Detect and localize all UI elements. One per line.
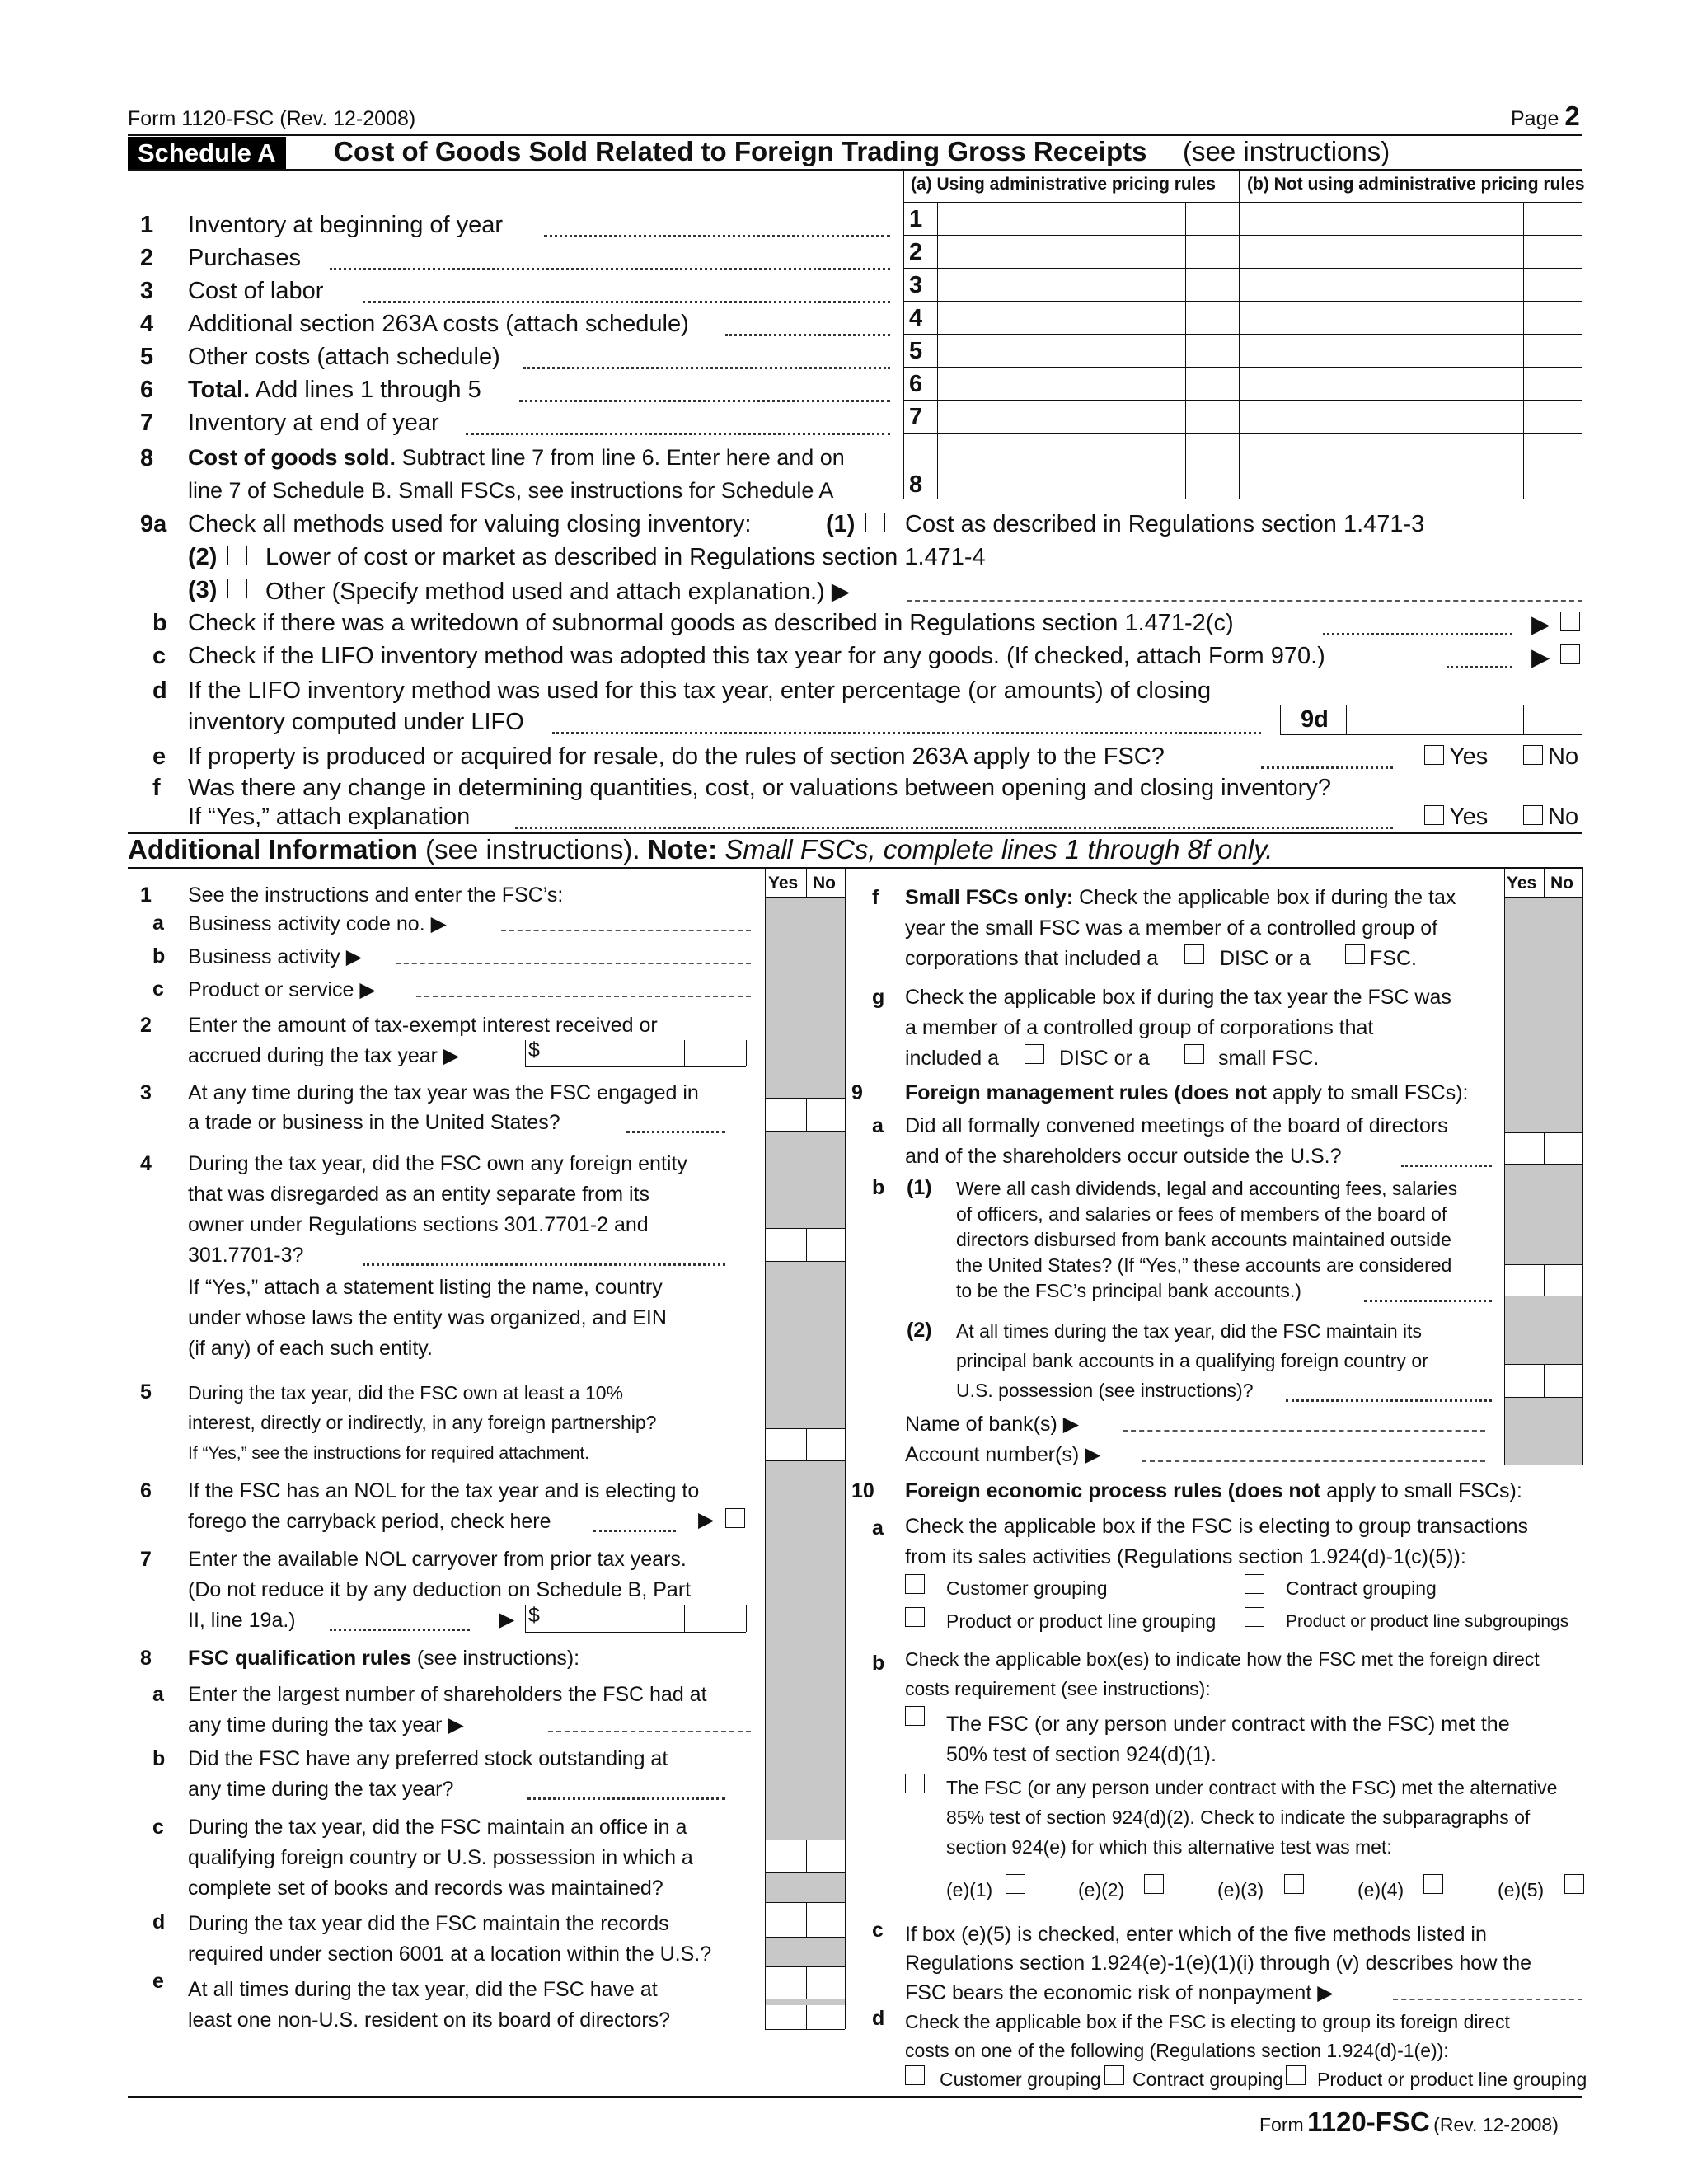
ai-line-10-text: Foreign economic process rules (does not apply to small FSCs): [905, 1479, 1522, 1502]
85-percent-test-checkbox[interactable] [905, 1774, 925, 1793]
ai-line-8f-text: Small FSCs only: Check the applicable box if during the tax [905, 886, 1456, 909]
box-7-num: 7 [909, 404, 923, 430]
contract-grouping-checkbox[interactable] [1245, 1574, 1264, 1594]
ai-line-8f-text-3: corporations that included a [905, 947, 1159, 970]
box-3-num: 3 [909, 272, 923, 298]
account-number-label: Account number(s) ▶ [905, 1443, 1101, 1466]
small-fsc-label: small FSC. [1218, 1047, 1320, 1070]
ai-line-7-num: 7 [140, 1548, 152, 1571]
ai-line-8e-text: At all times during the tax year, did the FSC have at [188, 1978, 658, 2001]
lifo-percentage-input[interactable] [1280, 734, 1582, 735]
ai-line-4-text-7: (if any) of each such entity. [188, 1337, 433, 1360]
line-4-num: 4 [140, 311, 154, 337]
line-9a-1-label: (1) [826, 511, 856, 537]
line-9d-text: If the LIFO inventory method was used for this tax year, enter percentage (or amounts) of closing [188, 677, 1212, 704]
ai-line-8a-text-2: any time during the tax year ▶ [188, 1713, 464, 1736]
schedule-a-title-note: (see instructions) [1183, 136, 1390, 166]
line-9a-2-label: (2) [188, 544, 218, 570]
ai-line-7-text-3: II, line 19a.) [188, 1609, 296, 1632]
263a-yes-checkbox[interactable] [1424, 745, 1444, 765]
50-percent-test-text-2: 50% test of section 924(d)(1). [946, 1743, 1217, 1766]
line-9a-label: Check all methods used for valuing closing inventory: [188, 511, 752, 537]
line-9e-text: If property is produced or acquired for resale, do the rules of section 263A apply to the FSC? [188, 743, 1165, 770]
small-fsc-disc-checkbox[interactable] [1184, 944, 1204, 964]
line-3-num: 3 [140, 278, 154, 304]
ai-line-10b-text: Check the applicable box(es) to indicate how the FSC met the foreign direct [905, 1648, 1540, 1670]
d-contract-checkbox[interactable] [1104, 2065, 1124, 2085]
line-5-num: 5 [140, 344, 154, 370]
line-9c-num: c [152, 643, 166, 669]
ai-line-1-text: See the instructions and enter the FSC’s: [188, 883, 564, 907]
ai-line-2-num: 2 [140, 1014, 152, 1037]
line-6-num: 6 [140, 377, 154, 403]
line-9a-3-text: Other (Specify method used and attach explanation.) ▶ [265, 579, 851, 605]
writedown-checkbox[interactable] [1560, 612, 1580, 631]
line-9d-text-2: inventory computed under LIFO [188, 709, 524, 735]
ai-line-9-num: 9 [851, 1081, 863, 1104]
ai-line-10d-text: Check the applicable box if the FSC is electing to group its foreign direct [905, 2011, 1510, 2032]
line-9b-text: Check if there was a writedown of subnormal goods as described in Regulations section 1.471-2(c) [188, 610, 1234, 636]
line-9e-num: e [152, 743, 166, 770]
ai-line-8b-num: b [152, 1747, 166, 1770]
85-percent-test-text-2: 85% test of section 924(d)(2). Check to indicate the subparagraphs of [946, 1807, 1531, 1828]
small-fsc-fsc-checkbox[interactable] [1345, 944, 1365, 964]
schedule-a-badge: Schedule A [128, 137, 286, 170]
shareholders-input[interactable] [548, 1731, 751, 1732]
ai-line-10a-num: a [872, 1516, 884, 1540]
line-9a-3-label: (3) [188, 577, 218, 603]
ai-line-3-text-2: a trade or business in the United States? [188, 1111, 560, 1134]
line-8-label-2: line 7 of Schedule B. Small FSCs, see instructions for Schedule A [188, 478, 834, 503]
e1-checkbox[interactable] [1006, 1874, 1025, 1894]
box-8-num: 8 [909, 471, 923, 498]
inventory-change-no-checkbox[interactable] [1523, 805, 1543, 825]
line-3-label: Cost of labor [188, 278, 324, 304]
ai-line-4-text-5: If “Yes,” attach a statement listing the name, country [188, 1276, 663, 1299]
ai-line-7-text-2: (Do not reduce it by any deduction on Schedule B, Part [188, 1578, 692, 1601]
dollar-sign: $ [528, 1038, 540, 1062]
cost-method-checkbox[interactable] [865, 513, 885, 532]
ai-line-2-text: Enter the amount of tax-exempt interest received or [188, 1014, 658, 1037]
ai-line-8a-num: a [152, 1683, 164, 1706]
ai-line-10c-text-2: Regulations section 1.924(e)-1(e)(1)(i) through (v) describes how the [905, 1952, 1532, 1975]
ai-line-1c-num: c [152, 977, 164, 1001]
ai-line-9a-num: a [872, 1114, 884, 1137]
ai-line-9b1-text-3: directors disbursed from bank accounts maintained outside [956, 1229, 1451, 1250]
ai-line-8-num: 8 [140, 1647, 152, 1670]
ai-line-5-text-2: interest, directly or indirectly, in any foreign partnership? [188, 1412, 657, 1433]
bank-name-label: Name of bank(s) ▶ [905, 1413, 1079, 1436]
ai-line-3-num: 3 [140, 1081, 152, 1104]
ai-line-5-text: During the tax year, did the FSC own at least a 10% [188, 1382, 624, 1404]
ai-line-1c-text: Product or service ▶ [188, 978, 376, 1001]
ai-line-9b1-text-4: the United States? (If “Yes,” these accounts are considered [956, 1254, 1452, 1276]
line-2-label: Purchases [188, 245, 302, 271]
d-contract-label: Contract grouping [1132, 2069, 1283, 2090]
ai-line-6-text: If the FSC has an NOL for the tax year and is electing to [188, 1479, 700, 1502]
e4-label: (e)(4) [1357, 1879, 1404, 1900]
bank-name-input[interactable] [1123, 1430, 1485, 1432]
ai-line-8c-num: c [152, 1816, 164, 1839]
product-grouping-label: Product or product line grouping [946, 1610, 1217, 1632]
box-4-num: 4 [909, 305, 923, 331]
line-5-label: Other costs (attach schedule) [188, 344, 500, 370]
disc-label: DISC or a [1220, 947, 1311, 970]
ai-line-1b-text: Business activity ▶ [188, 945, 362, 968]
ai-line-8g-text: Check the applicable box if during the tax year the FSC was [905, 986, 1451, 1009]
other-method-checkbox[interactable] [227, 579, 247, 598]
ai-line-1a-num: a [152, 912, 164, 935]
no-label: No [1548, 743, 1579, 770]
ai-line-4-num: 4 [140, 1152, 152, 1175]
ai-line-5-num: 5 [140, 1380, 152, 1404]
d-customer-label: Customer grouping [940, 2069, 1101, 2090]
line-9a-1-text: Cost as described in Regulations section 1.471-3 [905, 511, 1425, 537]
ai-line-10a-text: Check the applicable box if the FSC is electing to group transactions [905, 1515, 1528, 1538]
ai-line-8e-text-2: least one non-U.S. resident on its board of directors? [188, 2008, 671, 2032]
customer-grouping-label: Customer grouping [946, 1577, 1108, 1599]
ai-line-10d-num: d [872, 2007, 885, 2030]
d-product-checkbox[interactable] [1286, 2065, 1306, 2085]
left-yes-header: Yes [768, 874, 799, 893]
product-grouping-checkbox[interactable] [905, 1607, 925, 1627]
line-9f-text: Was there any change in determining quantities, cost, or valuations between opening and closing inventory? [188, 775, 1331, 801]
line-9d-num: d [152, 677, 167, 704]
85-percent-test-text-3: section 924(e) for which this alternative test was met: [946, 1836, 1392, 1858]
line-6-label: Total. Add lines 1 through 5 [188, 377, 481, 403]
line-4-label: Additional section 263A costs (attach schedule) [188, 311, 689, 337]
customer-grouping-checkbox[interactable] [905, 1574, 925, 1594]
ai-line-2-text-2: accrued during the tax year ▶ [188, 1044, 460, 1067]
right-yes-header: Yes [1507, 874, 1537, 893]
ai-line-9-text: Foreign management rules (does not apply to small FSCs): [905, 1081, 1469, 1104]
e2-checkbox[interactable] [1144, 1874, 1164, 1894]
column-a-header: (a) Using administrative pricing rules [911, 175, 1216, 194]
e4-checkbox[interactable] [1423, 1874, 1443, 1894]
box-5-num: 5 [909, 338, 923, 364]
ai-line-4-text-4: 301.7701-3? [188, 1244, 304, 1267]
ai-line-6-text-2: forego the carryback period, check here [188, 1510, 551, 1533]
footer-form-label: Form 1120-FSC (Rev. 12-2008) [1259, 2107, 1559, 2137]
ai-line-8d-text: During the tax year did the FSC maintain the records [188, 1912, 669, 1935]
ai-line-8c-text-2: qualifying foreign country or U.S. possession in which a [188, 1846, 693, 1869]
dollar-sign: $ [528, 1604, 540, 1627]
ai-line-1-num: 1 [140, 883, 152, 907]
ai-line-10a-text-2: from its sales activities (Regulations section 1.924(d)-1(c)(5)): [905, 1545, 1466, 1568]
263a-no-checkbox[interactable] [1523, 745, 1543, 765]
line-8-num: 8 [140, 445, 154, 471]
d-product-label: Product or product line grouping [1317, 2069, 1587, 2090]
line-9a-2-text: Lower of cost or market as described in Regulations section 1.471-4 [265, 544, 986, 570]
ai-line-8f-num: f [872, 886, 879, 909]
form-revision: Form 1120-FSC (Rev. 12-2008) [128, 107, 416, 130]
nol-carryover-input[interactable] [525, 1632, 746, 1633]
ai-line-8c-text-3: complete set of books and records was maintained? [188, 1877, 663, 1900]
e1-label: (e)(1) [946, 1879, 993, 1900]
ai-line-4-text-3: owner under Regulations sections 301.7701-2 and [188, 1213, 649, 1236]
ai-line-9b1-text-5: to be the FSC’s principal bank accounts.) [956, 1280, 1301, 1301]
ai-line-10c-text-3: FSC bears the economic risk of nonpayment ▶ [905, 1981, 1334, 2004]
ai-line-8d-num: d [152, 1910, 166, 1933]
ai-line-5-text-3: If “Yes,” see the instructions for required attachment. [188, 1444, 590, 1463]
arrow-icon: ▶ [1531, 644, 1550, 671]
tax-exempt-interest-input[interactable] [525, 1066, 746, 1067]
ai-line-9b2-text: At all times during the tax year, did the FSC maintain its [956, 1320, 1423, 1342]
e3-label: (e)(3) [1217, 1879, 1264, 1900]
product-subgrouping-checkbox[interactable] [1245, 1607, 1264, 1627]
ai-line-10-num: 10 [851, 1479, 874, 1502]
ai-line-9b1-label: (1) [907, 1176, 932, 1199]
box-1-num: 1 [909, 206, 923, 232]
ai-line-6-num: 6 [140, 1479, 152, 1502]
yes-label: Yes [1449, 804, 1489, 830]
ai-line-9b1-text: Were all cash dividends, legal and accounting fees, salaries [956, 1178, 1458, 1199]
d-customer-checkbox[interactable] [905, 2065, 925, 2085]
ai-line-8c-text: During the tax year, did the FSC maintain an office in a [188, 1816, 687, 1839]
ai-line-8g-text-3: included a [905, 1047, 999, 1070]
arrow-icon: ▶ [698, 1508, 715, 1531]
e3-checkbox[interactable] [1284, 1874, 1304, 1894]
arrow-icon: ▶ [499, 1608, 515, 1631]
fsc-label: FSC. [1370, 947, 1417, 970]
ai-line-8b-text: Did the FSC have any preferred stock outstanding at [188, 1747, 668, 1770]
column-b-header: (b) Not using administrative pricing rules [1247, 175, 1585, 194]
line-7-num: 7 [140, 410, 154, 436]
ai-line-8g-num: g [872, 986, 885, 1009]
ai-line-9b2-text-3: U.S. possession (see instructions)? [956, 1380, 1254, 1401]
ai-line-9b1-text-2: of officers, and salaries or fees of members of the board of [956, 1203, 1447, 1225]
ai-line-10c-num: c [872, 1919, 884, 1942]
ai-line-8d-text-2: required under section 6001 at a location within the U.S.? [188, 1943, 712, 1966]
box-2-num: 2 [909, 239, 923, 265]
ai-line-4-text-6: under whose laws the entity was organized, and EIN [188, 1306, 667, 1329]
fsc-small-fsc-checkbox[interactable] [1184, 1044, 1204, 1064]
ai-line-9a-text: Did all formally convened meetings of the board of directors [905, 1114, 1448, 1137]
ai-line-8a-text: Enter the largest number of shareholders the FSC had at [188, 1683, 707, 1706]
50-percent-test-checkbox[interactable] [905, 1706, 925, 1726]
ai-line-4-text-2: that was disregarded as an entity separate from its [188, 1183, 650, 1206]
fsc-disc-checkbox[interactable] [1025, 1044, 1044, 1064]
risk-method-input[interactable] [1393, 1999, 1582, 2000]
line-9b-num: b [152, 610, 167, 636]
lower-of-cost-checkbox[interactable] [227, 546, 247, 565]
line-9a-num: 9a [140, 511, 167, 537]
line-9f-text-2: If “Yes,” attach explanation [188, 804, 471, 830]
contract-grouping-label: Contract grouping [1286, 1577, 1437, 1599]
product-service-input[interactable] [416, 996, 751, 997]
ai-line-8e-num: e [152, 1970, 164, 1993]
forego-carryback-checkbox[interactable] [725, 1508, 745, 1528]
ai-line-9b2-label: (2) [907, 1319, 932, 1342]
line-2-num: 2 [140, 245, 154, 271]
inventory-change-yes-checkbox[interactable] [1424, 805, 1444, 825]
page-indicator: Page 2 [1511, 101, 1580, 131]
ai-line-1b-num: b [152, 944, 166, 968]
line-1-label: Inventory at beginning of year [188, 212, 504, 238]
ai-line-10b-text-2: costs requirement (see instructions): [905, 1678, 1211, 1699]
line-9c-text: Check if the LIFO inventory method was adopted this tax year for any goods. (If checked, attach Form 970.) [188, 643, 1325, 669]
ai-line-10d-text-2: costs on one of the following (Regulations section 1.924(d)-1(e)): [905, 2040, 1449, 2061]
e5-label: (e)(5) [1498, 1879, 1545, 1900]
ai-line-1a-text: Business activity code no. ▶ [188, 912, 447, 935]
business-code-input[interactable] [501, 930, 751, 931]
ai-line-4-text: During the tax year, did the FSC own any foreign entity [188, 1152, 687, 1175]
line-7-label: Inventory at end of year [188, 410, 439, 436]
schedule-a-title: Cost of Goods Sold Related to Foreign Trading Gross Receipts [334, 136, 1147, 166]
ai-line-10c-text: If box (e)(5) is checked, enter which of the five methods listed in [905, 1923, 1487, 1946]
ai-line-9b2-text-2: principal bank accounts in a qualifying foreign country or [956, 1350, 1428, 1371]
other-method-input[interactable] [907, 600, 1582, 602]
ai-line-9a-text-2: and of the shareholders occur outside the U.S.? [905, 1145, 1342, 1168]
box-9d-label: 9d [1301, 706, 1329, 733]
right-no-header: No [1550, 874, 1573, 893]
box-6-num: 6 [909, 371, 923, 397]
ai-line-3-text: At any time during the tax year was the FSC engaged in [188, 1081, 699, 1104]
85-percent-test-text: The FSC (or any person under contract with the FSC) met the alternative [946, 1777, 1558, 1798]
business-activity-input[interactable] [396, 963, 751, 964]
ai-line-9b-num: b [872, 1176, 885, 1199]
line-1-num: 1 [140, 212, 154, 238]
ai-line-8f-text-2: year the small FSC was a member of a controlled group of [905, 916, 1438, 940]
e5-checkbox[interactable] [1564, 1874, 1584, 1894]
lifo-adopted-checkbox[interactable] [1560, 644, 1580, 664]
ai-line-8-text: FSC qualification rules (see instructions): [188, 1647, 580, 1670]
e2-label: (e)(2) [1078, 1879, 1125, 1900]
50-percent-test-text: The FSC (or any person under contract with the FSC) met the [946, 1713, 1510, 1736]
line-8-label: Cost of goods sold. Subtract line 7 from line 6. Enter here and on [188, 445, 845, 470]
ai-line-8b-text-2: any time during the tax year? [188, 1778, 454, 1801]
no-label: No [1548, 804, 1579, 830]
product-subgrouping-label: Product or product line subgroupings [1286, 1612, 1569, 1631]
ai-line-10b-num: b [872, 1652, 885, 1675]
left-no-header: No [813, 874, 836, 893]
ai-line-7-text: Enter the available NOL carryover from prior tax years. [188, 1548, 687, 1571]
arrow-icon: ▶ [1531, 612, 1550, 638]
disc-label: DISC or a [1059, 1047, 1150, 1070]
yes-label: Yes [1449, 743, 1489, 770]
additional-info-title: Additional Information (see instructions). Note: Small FSCs, complete lines 1 through 8f only. [128, 834, 1273, 865]
account-number-input[interactable] [1142, 1460, 1485, 1462]
line-9f-num: f [152, 775, 161, 801]
ai-line-8g-text-2: a member of a controlled group of corporations that [905, 1016, 1374, 1039]
